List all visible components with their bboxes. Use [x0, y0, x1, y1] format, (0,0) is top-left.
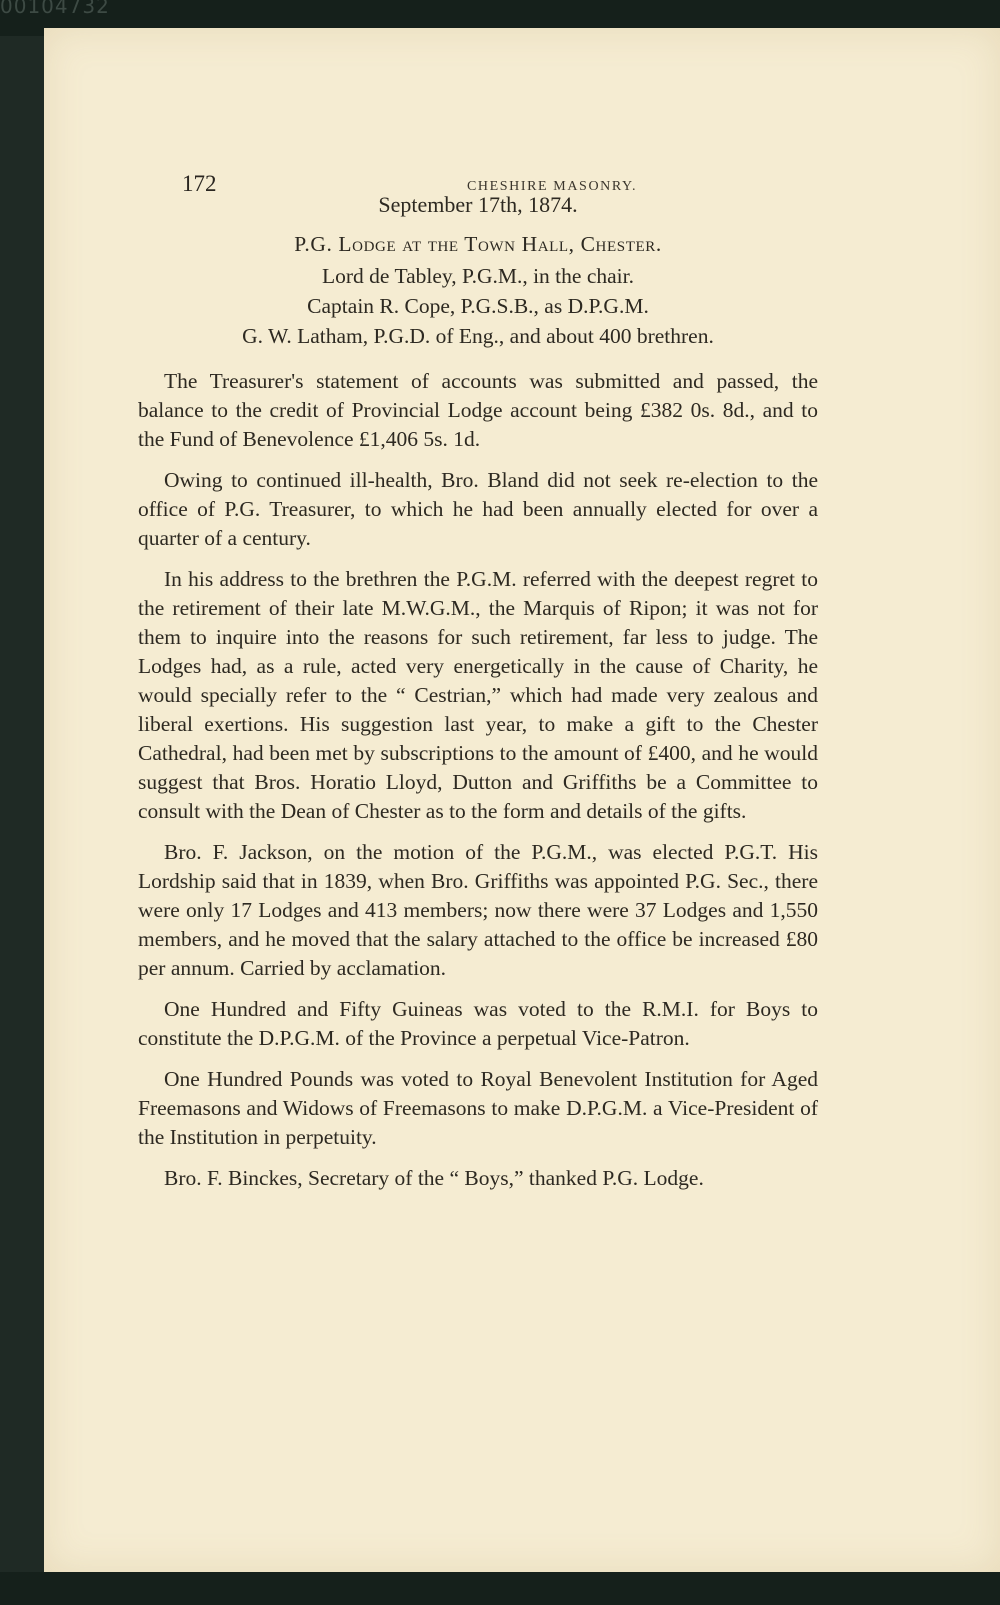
paragraph-benevolent-vote: One Hundred Pounds was voted to Royal Benevolent Institution for Aged Freemasons and Widows of Freemasons to make D.P.G.M. a Vice-President of the Institution in perpetuity. [138, 1067, 818, 1149]
meeting-date: September 17th, 1874. [378, 192, 578, 217]
attendee-chair: Lord de Tabley, P.G.M., in the chair. [322, 264, 634, 288]
scan-bottom-edge [0, 1572, 1000, 1605]
page-content [138, 190, 818, 1193]
attendee-brethren: G. W. Latham, P.G.D. of Eng., and about 400 brethren. [242, 324, 714, 348]
paragraph-pgm-address: In his address to the brethren the P.G.M. referred with the deepest regret to the retirement of their late M.W.G.M., the Marquis of Ripon; it was not for them to inquire into the reasons for such retirement, far less to judge. The Lodges had, as a rule, acted very energetically in the cause of Charity, he would specially refer to the “ Cestrian,” which had made very zealous and liberal exertions. His suggestion last year, to make a gift to the Chester Cathedral, had been met by subscriptions to the amount of £400, and he would suggest that Bros. Horatio Lloyd, Dutton and Griffiths be a Committee to consult with the Dean of Chester as to the form and details of the gifts. [138, 567, 818, 823]
meeting-location: P.G. Lodge at the Town Hall, Chester. [294, 232, 662, 256]
paragraph-jackson-election: Bro. F. Jackson, on the motion of the P.G.M., was elected P.G.T. His Lordship said that in 1839, when Bro. Griffiths was appointed P.G. Sec., there were only 17 Lodges and 413 members; now there were 37 Lodges and 1,550 members, and he moved that the salary attached to the office be increased £80 per annum. Carried by acclamation. [138, 840, 818, 980]
paragraph-bland-retirement: Owing to continued ill-health, Bro. Bland did not seek re-election to the office of P.G. Treasurer, to which he had been annually elected for over a quarter of a century. [138, 468, 818, 550]
running-title: CHESHIRE MASONRY. [466, 179, 638, 194]
page-number: 172 [182, 171, 217, 196]
scan-id-label: 00104732 [0, 0, 110, 18]
attendee-dpgm: Captain R. Cope, P.G.S.B., as D.P.G.M. [307, 294, 649, 318]
paragraph-rmi-vote: One Hundred and Fifty Guineas was voted to the R.M.I. for Boys to constitute the D.P.G.M. of the Province a perpetual Vice-Patron. [138, 997, 818, 1050]
paragraph-treasurer-statement: The Treasurer's statement of accounts was submitted and passed, the balance to the credit of Provincial Lodge account being £382 0s. 8d., and to the Fund of Benevolence £1,406 5s. 1d. [138, 369, 818, 451]
paragraph-binckes-thanks: Bro. F. Binckes, Secretary of the “ Boys,” thanked P.G. Lodge. [164, 1166, 704, 1190]
